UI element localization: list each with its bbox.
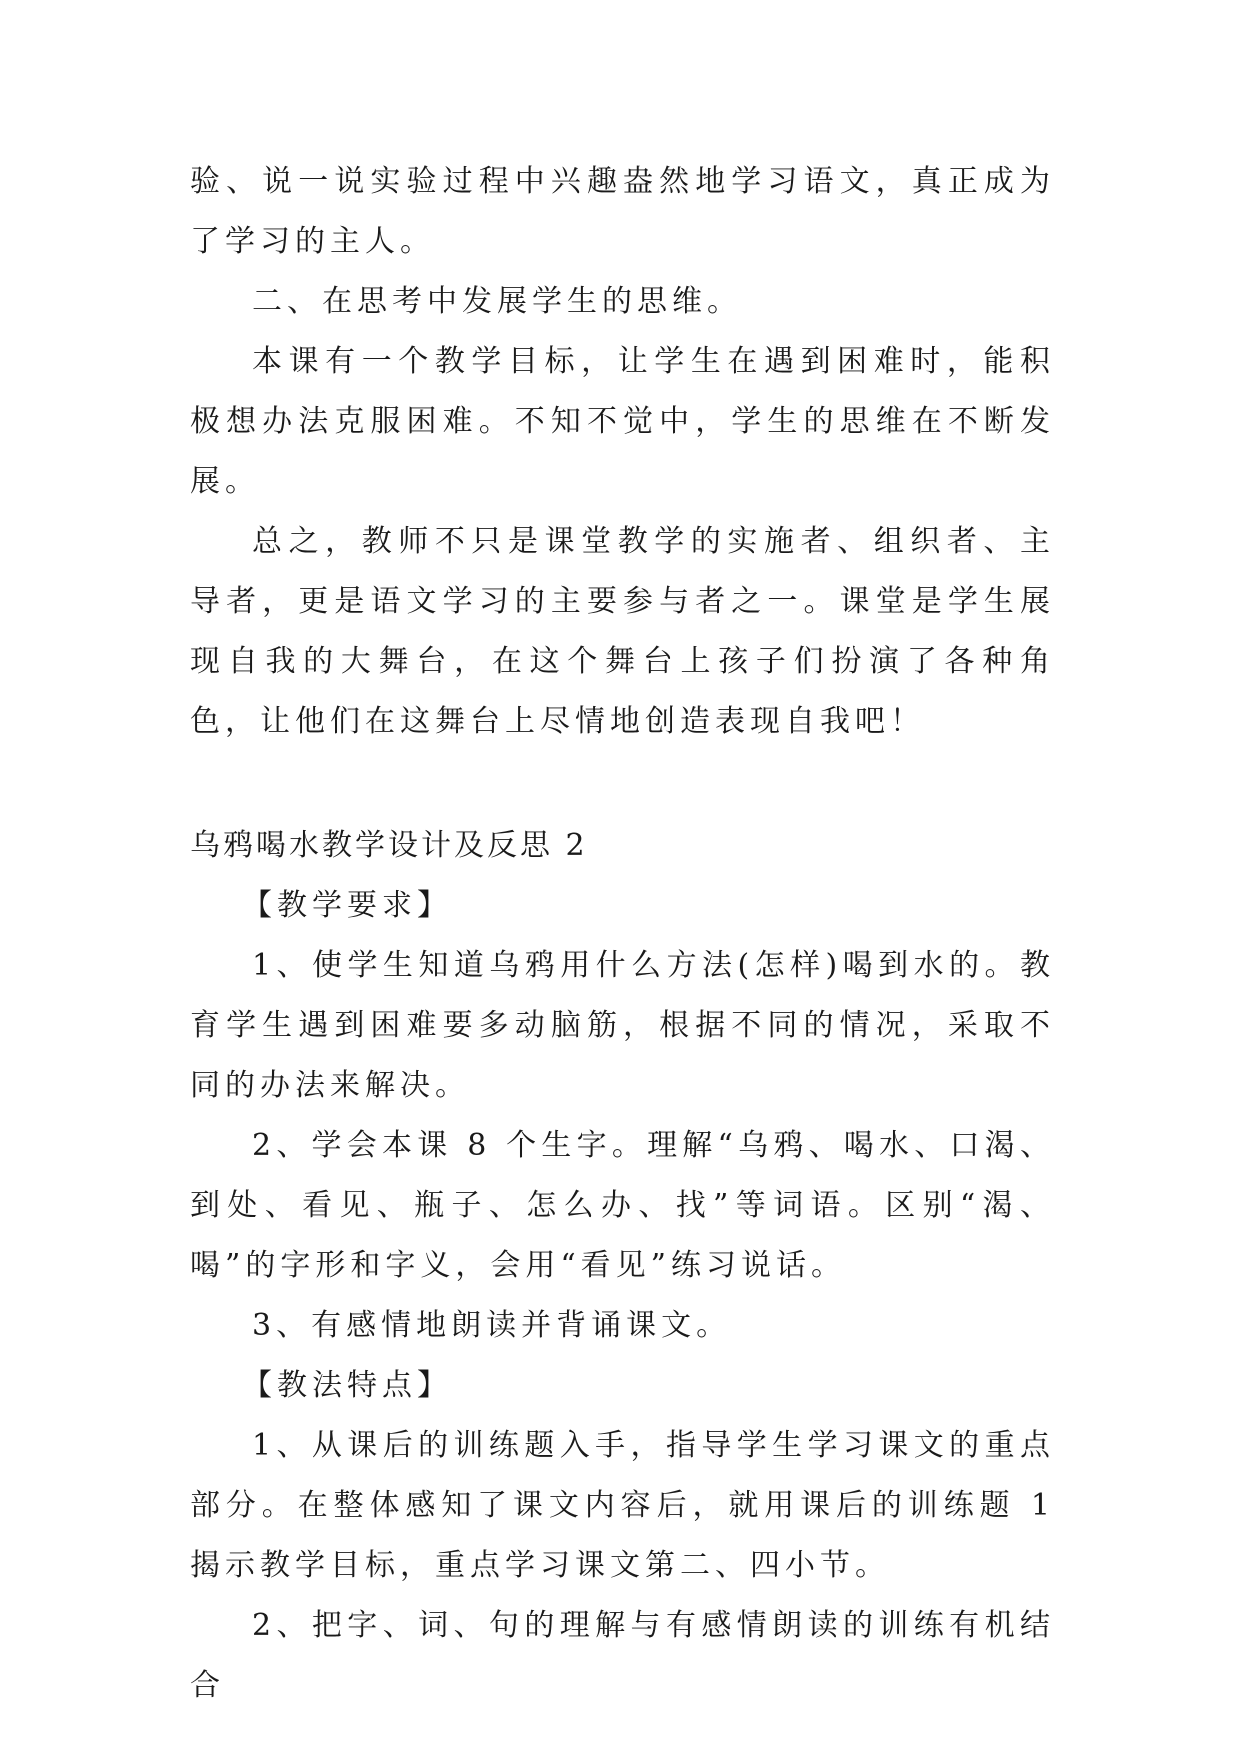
heading-teaching-features: 【教法特点】 bbox=[242, 1368, 452, 1403]
feature-item-1: 1、从课后的训练题入手，指导学生学习课文的重点部分。在整体感知了课文内容后，就用课后的训练题 1 揭示教学目标，重点学习课文第二、四小节。 bbox=[190, 1428, 1055, 1583]
paragraph-continuation: 验、说一说实验过程中兴趣盎然地学习语文，真正成为了学习的主人。 bbox=[190, 164, 1055, 259]
paragraph-summary: 总之，教师不只是课堂教学的实施者、组织者、主导者，更是语文学习的主要参与者之一。课堂是学生展现自我的大舞台，在这个舞台上孩子们扮演了各种角色，让他们在这舞台上尽情地创造表现自我吧！ bbox=[190, 524, 1055, 739]
heading-teaching-requirements: 【教学要求】 bbox=[242, 888, 452, 923]
feature-item-2: 2、把字、词、句的理解与有感情朗读的训练有机结合 bbox=[190, 1608, 1055, 1703]
requirement-item-3: 3、有感情地朗读并背诵课文。 bbox=[252, 1308, 732, 1343]
requirement-item-2: 2、学会本课 8 个生字。理解“乌鸦、喝水、口渴、到处、看见、瓶子、怎么办、找”等词语。区别“渴、喝”的字形和字义，会用“看见”练习说话。 bbox=[190, 1128, 1055, 1283]
paragraph-goal: 本课有一个教学目标，让学生在遇到困难时，能积极想办法克服困难。不知不觉中，学生的思维在不断发展。 bbox=[190, 344, 1055, 499]
document-body bbox=[190, 152, 1055, 1716]
section-title: 乌鸦喝水教学设计及反思 2 bbox=[190, 828, 588, 863]
paragraph-heading-two: 二、在思考中发展学生的思维。 bbox=[252, 284, 742, 319]
requirement-item-1: 1、使学生知道乌鸦用什么方法(怎样)喝到水的。教育学生遇到困难要多动脑筋，根据不同的情况，采取不同的办法来解决。 bbox=[190, 948, 1055, 1103]
